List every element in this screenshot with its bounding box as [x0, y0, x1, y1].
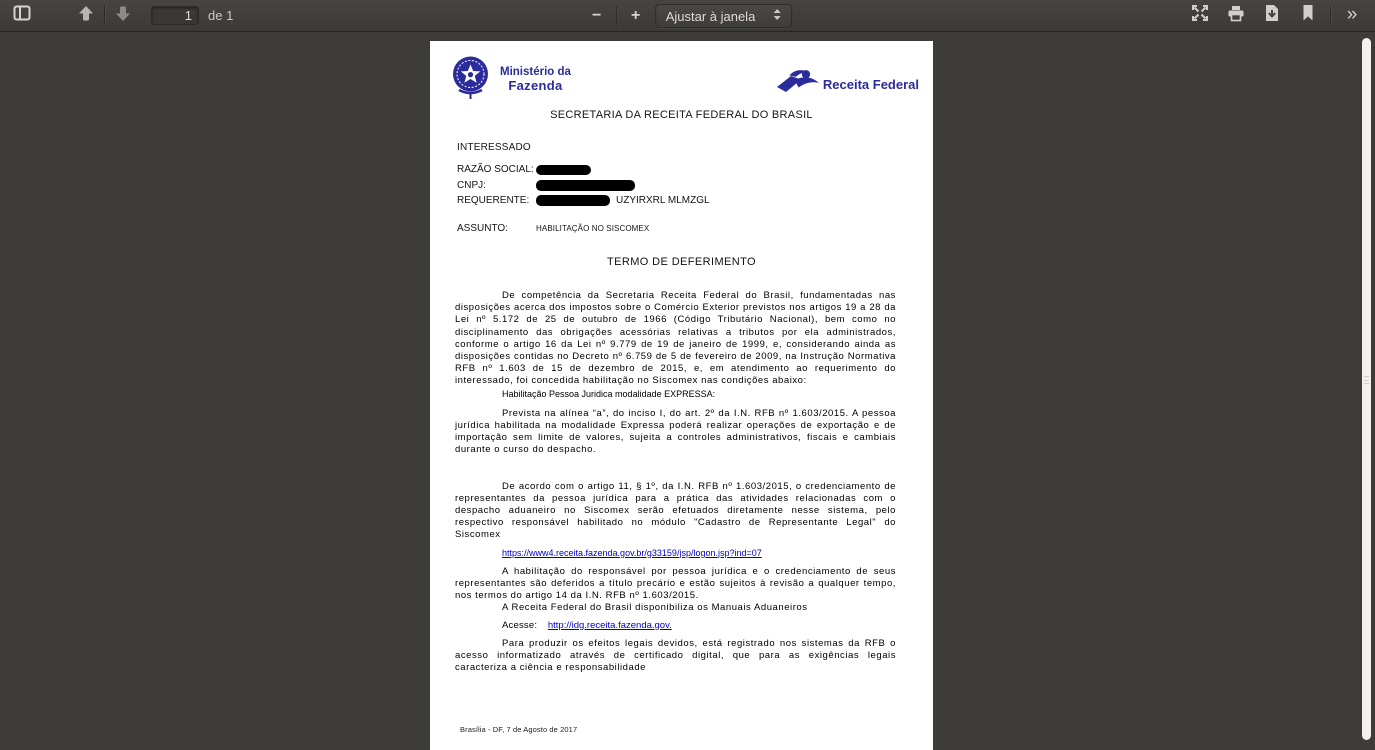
- zoom-mode-selected-label: Ajustar à janela: [665, 8, 756, 24]
- brazil-coat-of-arms-icon: [448, 52, 493, 107]
- page-total-label: de 1: [208, 8, 234, 23]
- fullscreen-icon: [1191, 4, 1209, 27]
- secretaria-title: SECRETARIA DA RECEITA FEDERAL DO BRASIL: [550, 109, 813, 121]
- razao-social-label: RAZÃO SOCIAL:: [457, 164, 534, 176]
- receita-federal-label: Receita Federal: [822, 77, 919, 92]
- siscomex-link-line: [502, 547, 896, 559]
- plus-icon: +: [631, 7, 641, 24]
- cnpj-value: [536, 180, 893, 191]
- more-options-button[interactable]: [1339, 3, 1367, 29]
- paragraph-4: A habilitação do responsável por pessoa jurídica e o credenciamento de seus representantes são deferidos a título precário e estão sujeitos à revisão a qualquer tempo, nos termos do artigo 14 da I.N. RFB nº 1.603/2015.: [455, 565, 896, 602]
- document-letterhead: [448, 50, 919, 108]
- paragraph-2: Prevista na alínea “a”, do inciso I, do art. 2º da I.N. RFB nº 1.603/2015. A pessoa jurídica habilitada na modalidade Expressa poderá realizar operações de exportação e de importação sem limite de valores, sujeita a controles administrativos, fiscais e cambiais durante o curso do despacho.: [455, 407, 896, 456]
- zoom-in-button[interactable]: [622, 3, 650, 29]
- download-document-icon: [1264, 4, 1280, 27]
- cnpj-row: [457, 178, 893, 194]
- next-page-button[interactable]: [109, 3, 137, 29]
- ministry-logo-text: [500, 66, 571, 94]
- document-canvas: [0, 32, 1375, 750]
- requerente-row: [457, 193, 893, 209]
- toolbar-separator: [104, 6, 105, 26]
- paragraph-3: De acordo com o artigo 11, § 1º, da I.N. RFB nº 1.603/2015, o credenciamento de representantes da pessoa jurídica para a prática das atividades relacionadas com o despacho aduaneiro no Siscomex serão efetuados diretamente nesse sistema, pelo respectivo responsável habilitado no módulo "Cadastro de Representante Legal" do Siscomex: [455, 480, 896, 541]
- zoom-out-button[interactable]: [583, 3, 611, 29]
- minus-icon: −: [592, 7, 602, 24]
- bookmark-icon: [1301, 4, 1315, 27]
- down-arrow-icon: [113, 4, 133, 28]
- toolbar-separator: [1330, 6, 1331, 26]
- zoom-controls: [583, 0, 793, 32]
- bookmark-button[interactable]: [1294, 3, 1322, 29]
- paragraph-1b: Habilitação Pessoa Juridica modalidade EXPRESSA:: [502, 388, 716, 399]
- assunto-row: [457, 223, 893, 234]
- pdf-page: [430, 41, 933, 750]
- scrollbar-grip: [1364, 376, 1369, 384]
- zoom-mode-dropdown[interactable]: [655, 4, 793, 28]
- pdf-toolbar: [0, 0, 1375, 32]
- sidebar-toggle-button[interactable]: [8, 3, 36, 29]
- redaction-bar: [536, 180, 635, 191]
- redaction-bar: [536, 165, 591, 175]
- razao-social-row: [457, 162, 893, 178]
- receita-federal-logo: [776, 66, 919, 103]
- document-footer-date: Brasília - DF, 7 de Agosto de 2017: [460, 725, 578, 734]
- acesse-line: [502, 620, 896, 632]
- side-pane-icon: [13, 5, 31, 26]
- page-nav-group: [72, 3, 137, 29]
- document-body: [455, 290, 896, 674]
- ministry-line2: Fazenda: [508, 78, 563, 94]
- interessado-label: INTERESSADO: [457, 142, 531, 153]
- toolbar-separator: [616, 6, 617, 26]
- paragraph-4b: A Receita Federal do Brasil disponibiliza os Manuais Aduaneiros: [502, 602, 808, 614]
- printer-icon: [1226, 5, 1246, 27]
- receita-federal-mark-icon: [776, 66, 820, 103]
- ministry-line1: Ministério da: [500, 66, 571, 78]
- double-chevron-right-icon: »: [1346, 4, 1358, 25]
- paragraph-1: De competência da Secretaria Receita Federal do Brasil, fundamentadas nas disposições acerca dos impostos sobre o Comércio Exterior previstos nos artigos 19 a 28 da Lei nº 5.172 de 25 de outubro de 1966 (Código Tributário Nacional), bem como no disciplinamento das obrigações acessórias relativas a tributos por ela administrados, conforme o artigo 16 da Lei nº 9.779 de 19 de janeiro de 1999, e, considerando ainda as disposições contidas no Decreto nº 6.759 de 5 de fevereiro de 2009, na Instrução Normativa RFB nº 1.603 de 15 de dezembro de 2015, e, em atendimento ao requerimento do interessado, foi concedida habilitação no Siscomex nas condições abaixo:: [455, 290, 896, 387]
- print-button[interactable]: [1222, 3, 1250, 29]
- vertical-scrollbar[interactable]: [1362, 38, 1371, 740]
- requerente-visible-text: UZYIRXRL MLMZGL: [616, 195, 710, 207]
- save-button[interactable]: [1258, 3, 1286, 29]
- up-arrow-icon: [76, 4, 96, 28]
- manuais-aduaneiros-link[interactable]: http://idg.receita.fazenda.gov.: [547, 619, 672, 631]
- paragraph-5: Para produzir os efeitos legais devidos, está registrado nos sistemas da RFB o acesso informatizado através de certificado digital, que para as exigências legais caracteriza a ciência e responsabilidade: [455, 637, 896, 674]
- acesse-label: Acesse:: [502, 619, 538, 631]
- toolbar-right-actions: [1186, 3, 1367, 29]
- interessado-section: [457, 142, 893, 209]
- redaction-bar: [536, 195, 610, 206]
- fullscreen-button[interactable]: [1186, 3, 1214, 29]
- razao-social-value: [536, 164, 893, 175]
- assunto-label: ASSUNTO:: [457, 223, 508, 234]
- requerente-value: [536, 195, 893, 206]
- siscomex-logon-link[interactable]: https://www4.receita.fazenda.gov.br/g33159/jsp/logon.jsp?ind=07: [502, 547, 762, 558]
- requerente-label: REQUERENTE:: [457, 195, 530, 207]
- assunto-value: HABILITAÇÃO NO SISCOMEX: [536, 224, 650, 233]
- previous-page-button[interactable]: [72, 3, 100, 29]
- cnpj-label: CNPJ:: [457, 179, 486, 191]
- document-title: TERMO DE DEFERIMENTO: [607, 256, 756, 268]
- page-number-input[interactable]: [151, 6, 199, 25]
- spinner-arrows-icon: [771, 7, 783, 25]
